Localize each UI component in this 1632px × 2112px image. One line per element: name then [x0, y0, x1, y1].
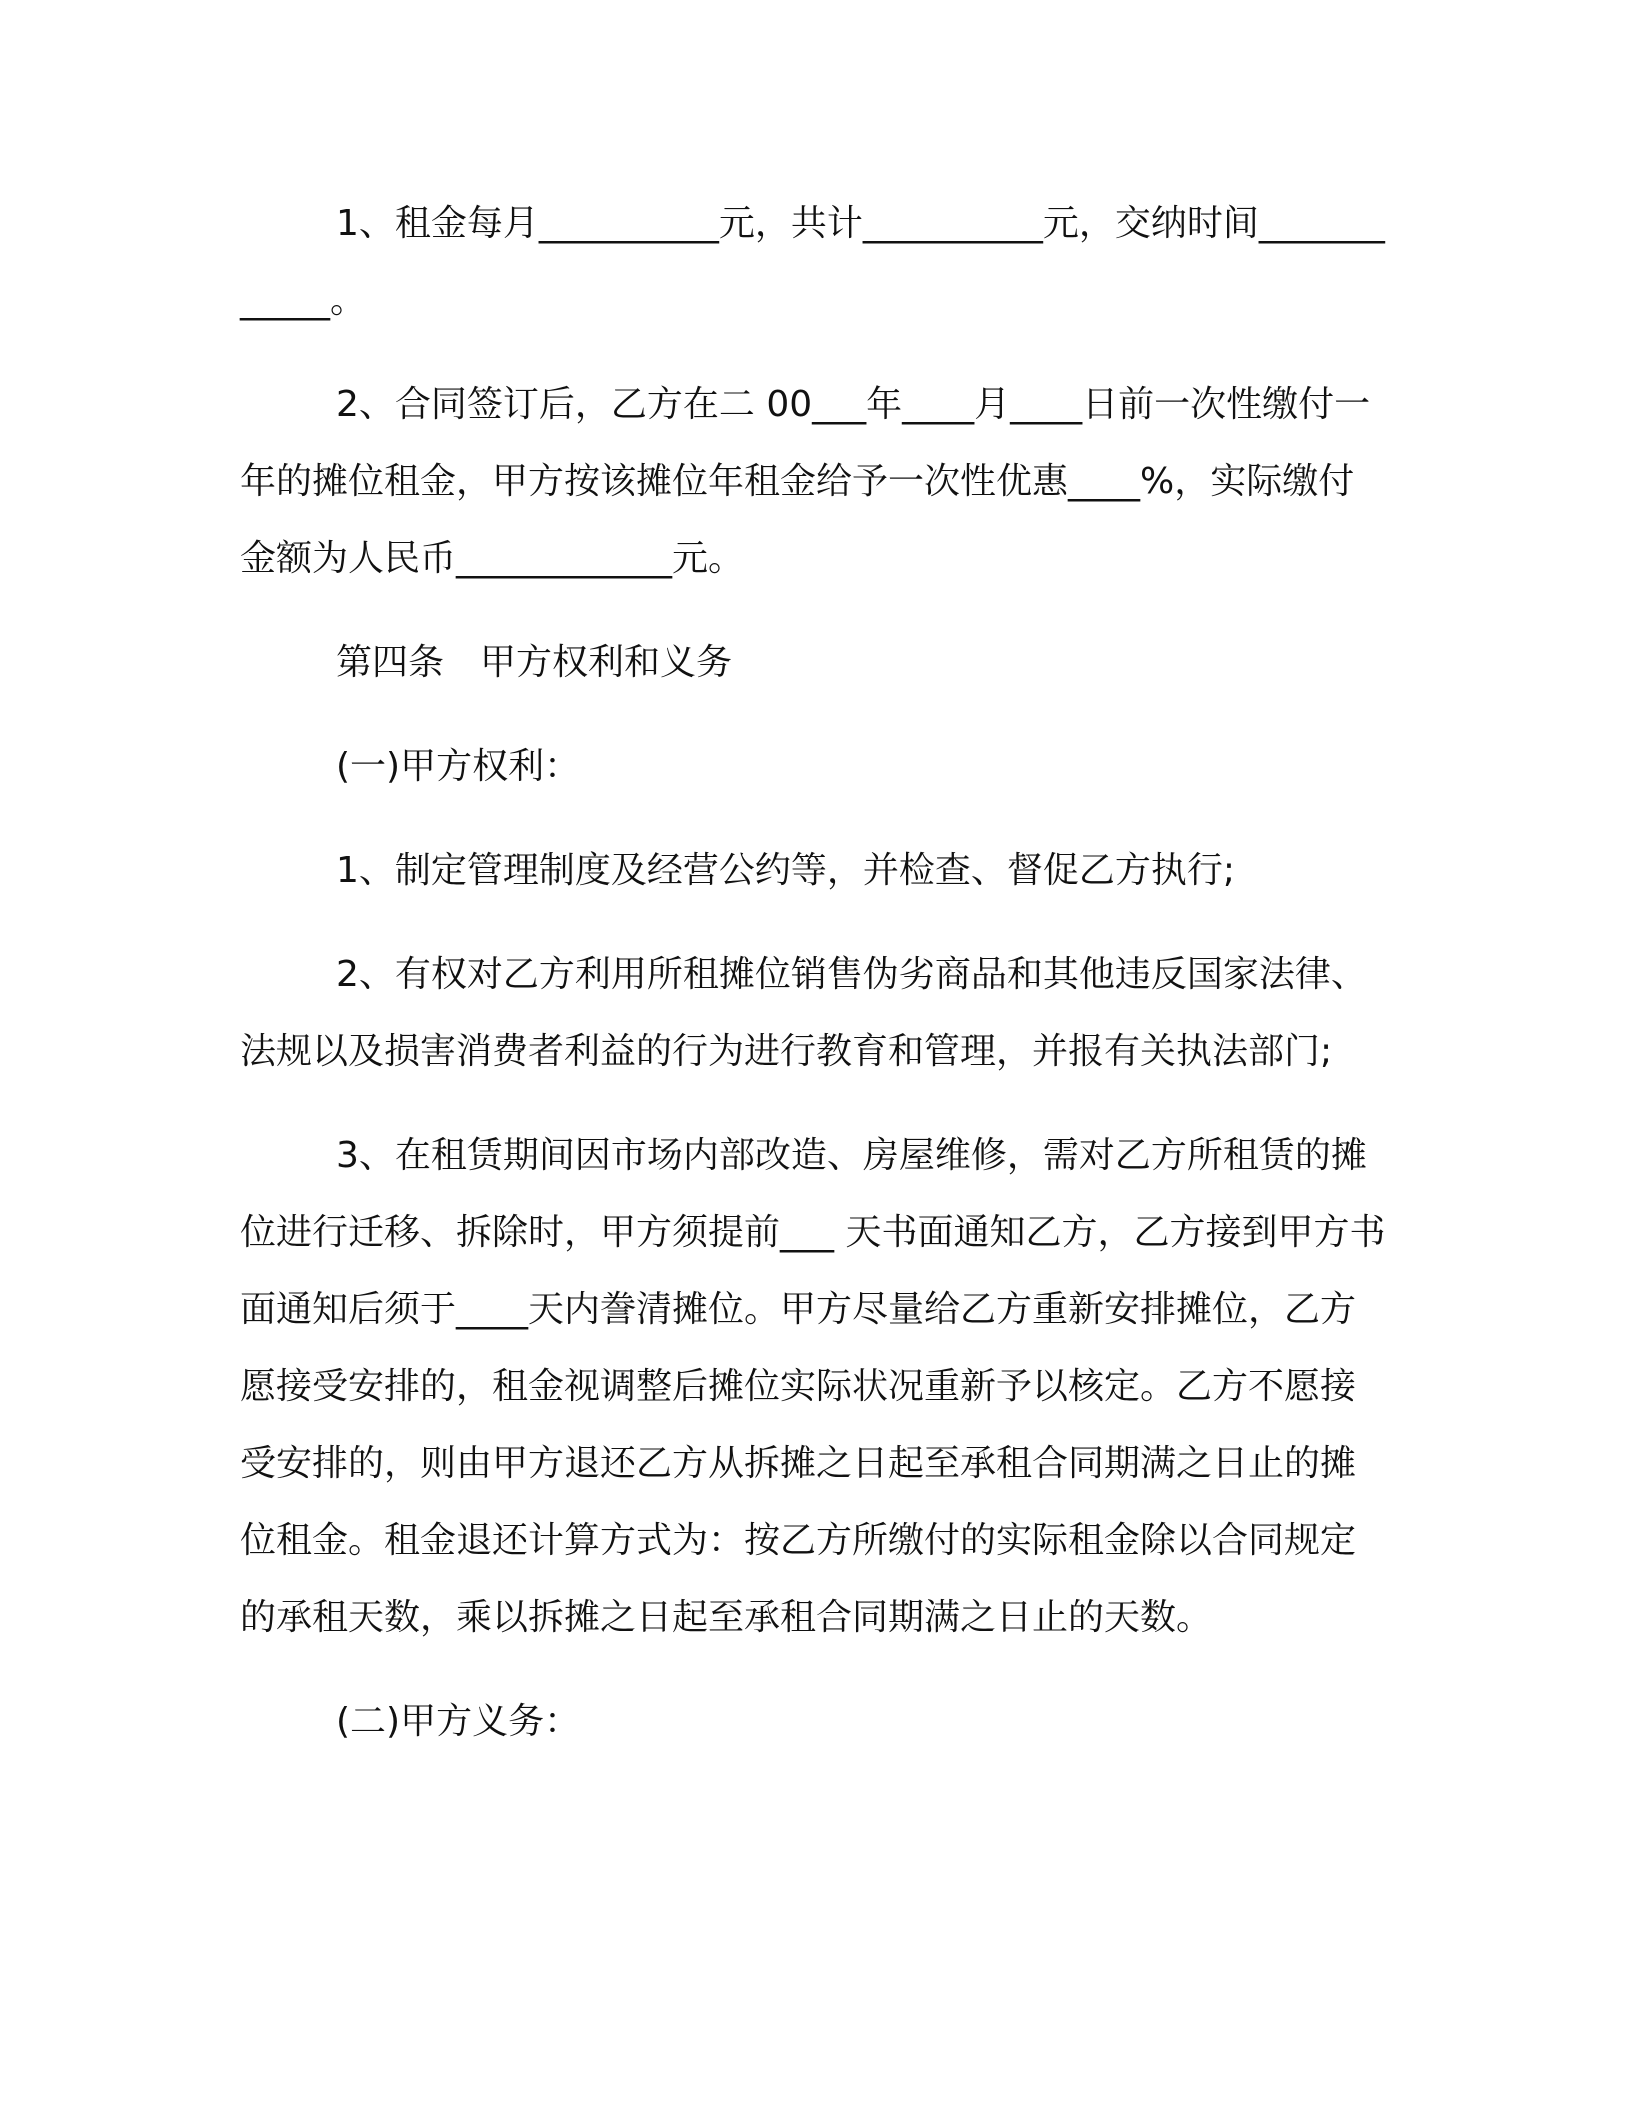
paragraph-lump-sum-payment: 2、合同签订后，乙方在二 00___年____月____日前一次性缴付一年的摊位租金，甲方按该摊位年租金给予一次性优惠____%，实际缴付金额为人民币____________元。	[240, 384, 1371, 579]
paragraph-relocation: 3、在租赁期间因市场内部改造、房屋维修，需对乙方所租赁的摊位进行迁移、拆除时，甲方须提前___ 天书面通知乙方，乙方接到甲方书面通知后须于____天内誊清摊位。甲方尽量给乙方重新安排摊位，乙方愿接受安排的，租金视调整后摊位实际状况重新予以核定。乙方不愿接受安排的，则由甲方退还乙方从拆摊之日起至承租合同期满之日止的摊位租金。租金退还计算方式为：按乙方所缴付的实际租金除以合同规定的承租天数，乘以拆摊之日起至承租合同期满之日止的天数。	[240, 1135, 1386, 1638]
paragraph-supervision-right: 2、有权对乙方利用所租摊位销售伪劣商品和其他违反国家法律、法规以及损害消费者利益的行为进行教育和管理，并报有关执法部门;	[240, 954, 1367, 1072]
paragraph-rent-amount: 1、租金每月__________元，共计__________元，交纳时间____________。	[240, 203, 1385, 321]
document-body	[240, 185, 1390, 1787]
section-heading-article-4: 第四条 甲方权利和义务	[336, 642, 733, 683]
subsection-heading-obligations: (二)甲方义务：	[336, 1701, 581, 1742]
subsection-heading-rights: (一)甲方权利：	[336, 746, 581, 787]
paragraph-management-rules: 1、制定管理制度及经营公约等，并检查、督促乙方执行;	[336, 850, 1236, 891]
